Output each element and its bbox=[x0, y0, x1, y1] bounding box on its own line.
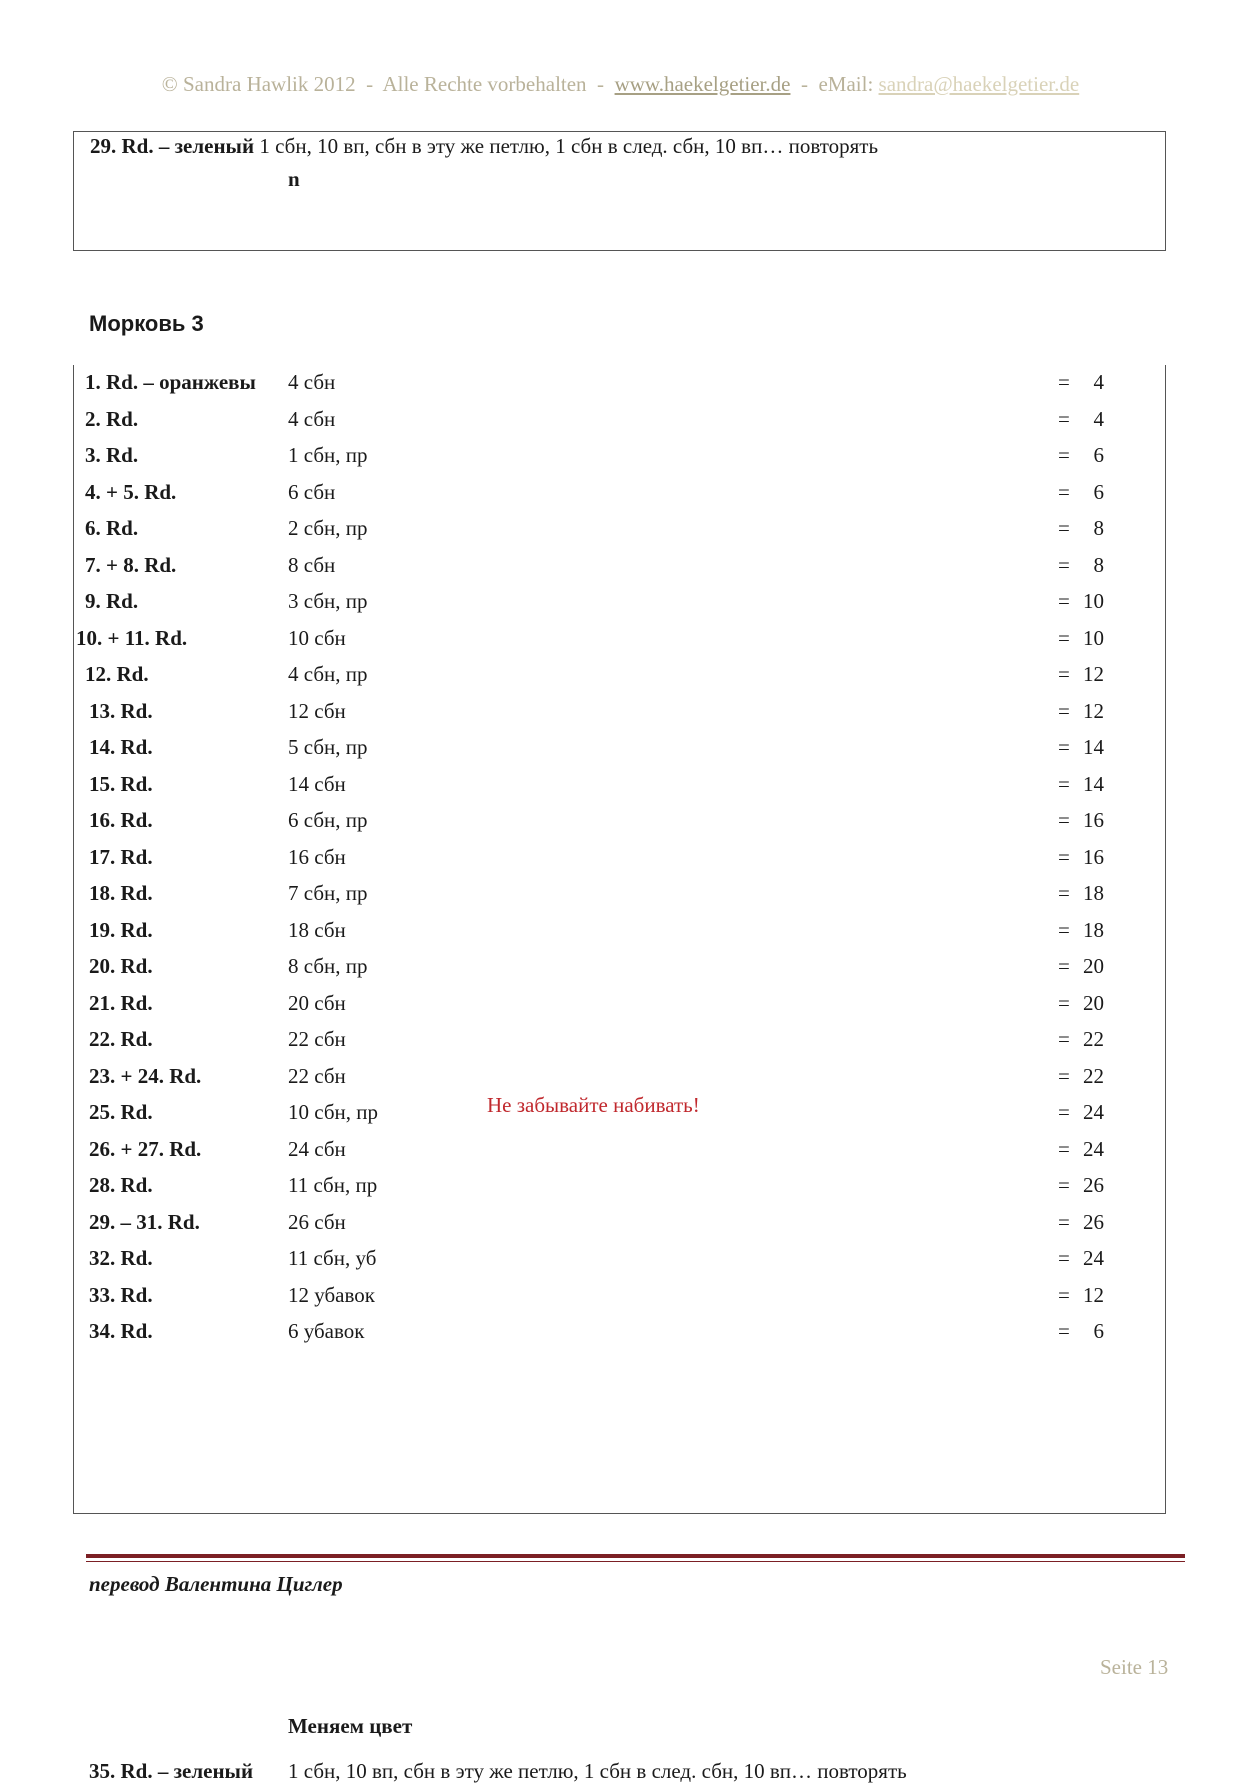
equals-sign: = bbox=[1058, 1173, 1070, 1197]
equals-sign: = bbox=[1058, 698, 1070, 723]
round-instruction: 4 сбн bbox=[288, 406, 336, 431]
table-row bbox=[74, 407, 1165, 439]
equals-sign: = bbox=[1058, 1246, 1070, 1270]
equals-sign: = bbox=[1058, 771, 1070, 796]
stitch-count: 16 bbox=[1083, 844, 1104, 869]
stitch-count: 22 bbox=[1083, 1063, 1104, 1088]
round-instruction: 1 сбн, пр bbox=[288, 443, 368, 467]
round-instruction: 16 сбн bbox=[288, 844, 346, 869]
round-29-row bbox=[90, 134, 878, 159]
stitch-count: 6 bbox=[1093, 479, 1104, 504]
round-35-row bbox=[89, 1759, 907, 1784]
table-row bbox=[74, 1100, 1165, 1132]
stitch-count: 26 bbox=[1083, 1173, 1104, 1197]
equals-sign: = bbox=[1058, 735, 1070, 759]
equals-sign: = bbox=[1058, 516, 1070, 540]
equals-sign: = bbox=[1058, 552, 1070, 577]
stitch-count: 4 bbox=[1093, 406, 1104, 431]
email-label: - eMail: bbox=[790, 72, 879, 96]
table-row bbox=[74, 954, 1165, 986]
equals-sign: = bbox=[1058, 662, 1070, 686]
equals-sign: = bbox=[1058, 1063, 1070, 1088]
round-instruction: 18 сбн bbox=[288, 917, 346, 942]
round-label: 15. Rd. bbox=[89, 771, 153, 796]
stitch-count: 6 bbox=[1093, 1319, 1104, 1343]
previous-pattern-box bbox=[73, 131, 1166, 251]
round-instruction: 3 сбн, пр bbox=[288, 589, 368, 613]
round-label: 7. + 8. Rd. bbox=[85, 552, 177, 577]
stitch-count: 18 bbox=[1083, 917, 1104, 942]
round-label: 4. + 5. Rd. bbox=[85, 479, 177, 504]
equals-sign: = bbox=[1058, 1282, 1070, 1307]
stitch-count: 24 bbox=[1083, 1100, 1104, 1124]
stitch-count: 6 bbox=[1093, 443, 1104, 467]
equals-sign: = bbox=[1058, 990, 1070, 1015]
round-label: 2. Rd. bbox=[85, 406, 139, 431]
round-label: 14. Rd. bbox=[89, 735, 153, 759]
change-color-text: Меняем цвет bbox=[288, 1714, 413, 1738]
stitch-count: 14 bbox=[1083, 771, 1104, 796]
round-instruction: 1 сбн, 10 вп, сбн в эту же петлю, 1 сбн в след. сбн, 10 вп… повторять bbox=[288, 1759, 907, 1783]
stitch-count: 18 bbox=[1083, 881, 1104, 905]
table-row bbox=[74, 370, 1165, 402]
table-row bbox=[74, 443, 1165, 475]
round-instruction: 20 сбн bbox=[288, 990, 346, 1015]
equals-sign: = bbox=[1058, 589, 1070, 613]
stitch-count: 16 bbox=[1083, 808, 1104, 832]
equals-sign: = bbox=[1058, 1027, 1070, 1051]
table-row bbox=[74, 881, 1165, 913]
footer-rule bbox=[86, 1554, 1185, 1558]
translator-credit: перевод Валентина Циглер bbox=[89, 1572, 343, 1596]
equals-sign: = bbox=[1058, 917, 1070, 942]
round-instruction: 1 сбн, 10 вп, сбн в эту же петлю, 1 сбн в след. сбн, 10 вп… повторять bbox=[254, 134, 879, 158]
table-row bbox=[74, 1210, 1165, 1242]
footer-rule-thin bbox=[86, 1561, 1185, 1562]
round-instruction: 26 сбн bbox=[288, 1209, 346, 1234]
round-label: 12. Rd. bbox=[85, 662, 149, 686]
equals-sign: = bbox=[1058, 881, 1070, 905]
round-label: 17. Rd. bbox=[89, 844, 153, 869]
round-label: 26. + 27. Rd. bbox=[89, 1136, 202, 1161]
round-instruction: 24 сбн bbox=[288, 1136, 346, 1161]
table-row bbox=[74, 699, 1165, 731]
table-row bbox=[74, 1283, 1165, 1315]
round-label: 32. Rd. bbox=[89, 1246, 153, 1270]
round-label: 35. Rd. – зеленый bbox=[89, 1759, 254, 1783]
table-row bbox=[74, 589, 1165, 621]
stitch-count: 26 bbox=[1083, 1209, 1104, 1234]
stitch-count: 12 bbox=[1083, 1282, 1104, 1307]
round-label: 9. Rd. bbox=[85, 589, 139, 613]
round-instruction: 22 сбн bbox=[288, 1063, 346, 1088]
stitch-count: 10 bbox=[1083, 589, 1104, 613]
round-instruction: 6 сбн, пр bbox=[288, 808, 368, 832]
equals-sign: = bbox=[1058, 406, 1070, 431]
round-instruction: 8 сбн bbox=[288, 552, 336, 577]
stitch-count: 12 bbox=[1083, 698, 1104, 723]
equals-sign: = bbox=[1058, 954, 1070, 978]
table-row bbox=[74, 1246, 1165, 1278]
round-instruction: 6 убавок bbox=[288, 1319, 365, 1343]
continuation-text: n bbox=[288, 167, 300, 191]
round-label: 1. Rd. – оранжевы bbox=[85, 370, 256, 394]
table-row bbox=[74, 480, 1165, 512]
website-link[interactable]: www.haekelgetier.de bbox=[614, 72, 791, 96]
page-number: Seite 13 bbox=[1100, 1655, 1169, 1679]
equals-sign: = bbox=[1058, 1319, 1070, 1343]
round-instruction: 8 сбн, пр bbox=[288, 954, 368, 978]
round-instruction: 11 сбн, уб bbox=[288, 1246, 377, 1270]
stitch-count: 20 bbox=[1083, 990, 1104, 1015]
round-label: 29. – 31. Rd. bbox=[89, 1209, 200, 1234]
round-instruction: 11 сбн, пр bbox=[288, 1173, 378, 1197]
round-instruction: 10 сбн, пр bbox=[288, 1100, 378, 1124]
table-row bbox=[74, 735, 1165, 767]
equals-sign: = bbox=[1058, 443, 1070, 467]
table-row bbox=[74, 991, 1165, 1023]
section-title: Морковь 3 bbox=[89, 311, 204, 336]
stitch-count: 20 bbox=[1083, 954, 1104, 978]
round-label: 33. Rd. bbox=[89, 1282, 153, 1307]
round-instruction: 10 сбн bbox=[288, 625, 346, 650]
round-instruction: 12 сбн bbox=[288, 698, 346, 723]
stitch-count: 8 bbox=[1093, 552, 1104, 577]
round-label: 20. Rd. bbox=[89, 954, 153, 978]
stitch-count: 4 bbox=[1093, 370, 1104, 394]
round-instruction: 2 сбн, пр bbox=[288, 516, 368, 540]
table-row bbox=[74, 1173, 1165, 1205]
table-row bbox=[74, 626, 1165, 658]
round-instruction: 4 сбн bbox=[288, 370, 336, 394]
stitch-count: 8 bbox=[1093, 516, 1104, 540]
equals-sign: = bbox=[1058, 625, 1070, 650]
round-label: 29. Rd. – зеленый bbox=[90, 134, 255, 158]
round-label: 16. Rd. bbox=[89, 808, 153, 832]
table-row bbox=[74, 845, 1165, 877]
table-row bbox=[74, 1319, 1165, 1351]
round-label: 22. Rd. bbox=[89, 1027, 153, 1051]
round-label: 25. Rd. bbox=[89, 1100, 153, 1124]
equals-sign: = bbox=[1058, 1209, 1070, 1234]
equals-sign: = bbox=[1058, 479, 1070, 504]
round-label: 10. + 11. Rd. bbox=[76, 625, 188, 650]
round-label: 21. Rd. bbox=[89, 990, 153, 1015]
equals-sign: = bbox=[1058, 844, 1070, 869]
table-row bbox=[74, 1027, 1165, 1059]
page-header bbox=[0, 72, 1241, 97]
stitch-count: 14 bbox=[1083, 735, 1104, 759]
equals-sign: = bbox=[1058, 1100, 1070, 1124]
round-instruction: 5 сбн, пр bbox=[288, 735, 368, 759]
equals-sign: = bbox=[1058, 1136, 1070, 1161]
round-label: 19. Rd. bbox=[89, 917, 153, 942]
table-row bbox=[74, 553, 1165, 585]
round-instruction: 7 сбн, пр bbox=[288, 881, 368, 905]
round-instruction: 12 убавок bbox=[288, 1282, 375, 1307]
table-row bbox=[74, 918, 1165, 950]
table-row bbox=[74, 662, 1165, 694]
round-instruction: 4 сбн, пр bbox=[288, 662, 368, 686]
round-label: 6. Rd. bbox=[85, 516, 139, 540]
round-label: 23. + 24. Rd. bbox=[89, 1063, 202, 1088]
round-label: 18. Rd. bbox=[89, 881, 153, 905]
copyright-text: © Sandra Hawlik 2012 - Alle Rechte vorbehalten - bbox=[161, 72, 615, 96]
email-link[interactable]: sandra@haekelgetier.de bbox=[878, 72, 1080, 96]
stitch-count: 10 bbox=[1083, 625, 1104, 650]
equals-sign: = bbox=[1058, 808, 1070, 832]
stitch-count: 24 bbox=[1083, 1246, 1104, 1270]
table-row bbox=[74, 808, 1165, 840]
stitch-count: 24 bbox=[1083, 1136, 1104, 1161]
round-label: 28. Rd. bbox=[89, 1173, 153, 1197]
round-label: 34. Rd. bbox=[89, 1319, 153, 1343]
stitch-count: 12 bbox=[1083, 662, 1104, 686]
table-row bbox=[74, 1064, 1165, 1096]
stuffing-note: Не забывайте набивать! bbox=[487, 1093, 700, 1117]
table-row bbox=[74, 772, 1165, 804]
round-instruction: 6 сбн bbox=[288, 479, 336, 504]
stitch-count: 22 bbox=[1083, 1027, 1104, 1051]
round-instruction: 22 сбн bbox=[288, 1027, 346, 1051]
table-row bbox=[74, 1137, 1165, 1169]
round-label: 3. Rd. bbox=[85, 443, 139, 467]
table-row bbox=[74, 516, 1165, 548]
round-label: 13. Rd. bbox=[89, 698, 153, 723]
equals-sign: = bbox=[1058, 370, 1070, 394]
round-instruction: 14 сбн bbox=[288, 771, 346, 796]
